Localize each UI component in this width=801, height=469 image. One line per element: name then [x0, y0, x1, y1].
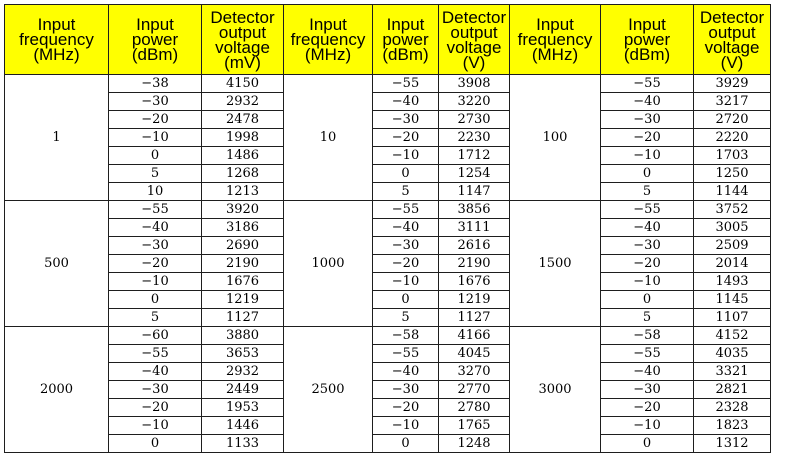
voltage-cell: 3920 [202, 201, 284, 219]
table-row [5, 291, 771, 309]
voltage-cell: 1486 [202, 147, 284, 165]
column-header-line: Input [536, 15, 574, 34]
voltage-cell: 1998 [202, 129, 284, 147]
column-header [510, 5, 601, 75]
voltage-cell: 1446 [202, 417, 284, 435]
power-cell: −40 [373, 363, 439, 381]
power-cell: −30 [373, 381, 439, 399]
power-cell: 5 [373, 309, 439, 327]
column-header-line: (MHz) [304, 45, 352, 64]
voltage-cell: 1254 [439, 165, 510, 183]
table-row [5, 165, 771, 183]
power-cell: 0 [373, 291, 439, 309]
power-cell: −20 [373, 129, 439, 147]
power-cell: −55 [601, 345, 694, 363]
voltage-cell: 3321 [694, 363, 771, 381]
voltage-cell: 4152 [694, 327, 771, 345]
power-cell: −40 [601, 93, 694, 111]
voltage-cell: 3653 [202, 345, 284, 363]
column-header-line: frequency [517, 30, 593, 49]
table-row [5, 183, 771, 201]
voltage-cell: 1268 [202, 165, 284, 183]
table-row [5, 381, 771, 399]
voltage-cell: 2509 [694, 237, 771, 255]
voltage-cell: 1127 [202, 309, 284, 327]
table-row [5, 75, 771, 93]
power-cell: −10 [373, 417, 439, 435]
column-header-line: (MHz) [531, 45, 579, 64]
frequency-cell: 3000 [510, 327, 601, 453]
voltage-cell: 4035 [694, 345, 771, 363]
table-row [5, 147, 771, 165]
column-header-line: frequency [19, 30, 94, 49]
power-cell: −20 [373, 255, 439, 273]
power-cell: −30 [109, 237, 202, 255]
voltage-cell: 1765 [439, 417, 510, 435]
column-header-line: Input [136, 15, 174, 34]
frequency-cell: 500 [5, 201, 109, 327]
column-header-line: (dBm) [131, 45, 179, 64]
voltage-cell: 4150 [202, 75, 284, 93]
voltage-cell: 1248 [439, 435, 510, 453]
power-cell: −10 [373, 147, 439, 165]
power-cell: −10 [109, 273, 202, 291]
voltage-cell: 2190 [202, 255, 284, 273]
column-header-line: (V) [720, 52, 744, 72]
table-row [5, 327, 771, 345]
power-cell: −30 [109, 381, 202, 399]
voltage-cell: 3908 [439, 75, 510, 93]
column-header-line: Detector [441, 7, 507, 27]
power-cell: −40 [109, 219, 202, 237]
column-header-line: power [131, 30, 179, 49]
table-row [5, 363, 771, 381]
power-cell: 0 [373, 435, 439, 453]
column-header [601, 5, 694, 75]
frequency-cell: 10 [284, 75, 373, 201]
power-cell: −30 [373, 237, 439, 255]
voltage-cell: 2220 [694, 129, 771, 147]
frequency-cell: 100 [510, 75, 601, 201]
power-cell: −58 [601, 327, 694, 345]
power-cell: −55 [601, 75, 694, 93]
voltage-cell: 1213 [202, 183, 284, 201]
power-cell: −20 [373, 399, 439, 417]
power-cell: −40 [373, 219, 439, 237]
table-row [5, 111, 771, 129]
voltage-cell: 1493 [694, 273, 771, 291]
voltage-cell: 3270 [439, 363, 510, 381]
table-body [5, 75, 771, 453]
power-cell: −20 [109, 111, 202, 129]
voltage-cell: 2230 [439, 129, 510, 147]
voltage-cell: 2478 [202, 111, 284, 129]
column-header-line: Detector [699, 7, 765, 27]
voltage-cell: 4166 [439, 327, 510, 345]
power-cell: −30 [373, 111, 439, 129]
power-cell: −55 [109, 345, 202, 363]
table-row [5, 345, 771, 363]
column-header [202, 5, 284, 75]
column-header-line: (dBm) [623, 45, 671, 64]
voltage-cell: 2014 [694, 255, 771, 273]
power-cell: 5 [373, 183, 439, 201]
power-cell: −10 [373, 273, 439, 291]
power-cell: 0 [601, 291, 694, 309]
power-cell: −10 [109, 129, 202, 147]
voltage-cell: 2720 [694, 111, 771, 129]
column-header-line: output [708, 22, 756, 42]
power-cell: 5 [601, 309, 694, 327]
voltage-cell: 1147 [439, 183, 510, 201]
voltage-cell: 3217 [694, 93, 771, 111]
column-header [694, 5, 771, 75]
column-header-line: voltage [704, 37, 760, 57]
power-cell: −38 [109, 75, 202, 93]
table-row [5, 273, 771, 291]
column-header-line: (mV) [224, 52, 261, 72]
power-cell: −40 [109, 363, 202, 381]
voltage-cell: 3752 [694, 201, 771, 219]
table-row [5, 219, 771, 237]
power-cell: −55 [109, 201, 202, 219]
power-cell: 0 [109, 291, 202, 309]
power-cell: −20 [109, 255, 202, 273]
power-cell: −55 [601, 201, 694, 219]
power-cell: 0 [373, 165, 439, 183]
voltage-cell: 1127 [439, 309, 510, 327]
power-cell: −55 [373, 201, 439, 219]
table-row [5, 237, 771, 255]
voltage-cell: 2449 [202, 381, 284, 399]
power-cell: −30 [601, 111, 694, 129]
voltage-cell: 1133 [202, 435, 284, 453]
frequency-cell: 1000 [284, 201, 373, 327]
voltage-cell: 1107 [694, 309, 771, 327]
voltage-cell: 3929 [694, 75, 771, 93]
voltage-cell: 1953 [202, 399, 284, 417]
power-cell: −10 [601, 417, 694, 435]
voltage-cell: 2770 [439, 381, 510, 399]
table-row [5, 255, 771, 273]
voltage-cell: 1219 [439, 291, 510, 309]
column-header-line: power [623, 30, 671, 49]
table-row [5, 435, 771, 453]
power-cell: 0 [601, 165, 694, 183]
column-header [439, 5, 510, 75]
power-cell: 0 [109, 435, 202, 453]
table-row [5, 129, 771, 147]
voltage-cell: 1312 [694, 435, 771, 453]
column-header-line: frequency [290, 30, 366, 49]
power-cell: 10 [109, 183, 202, 201]
voltage-cell: 2730 [439, 111, 510, 129]
power-cell: 0 [601, 435, 694, 453]
frequency-cell: 1 [5, 75, 109, 201]
voltage-cell: 1144 [694, 183, 771, 201]
column-header-line: Input [309, 15, 347, 34]
power-cell: −60 [109, 327, 202, 345]
column-header-line: Input [386, 15, 425, 34]
table-row [5, 93, 771, 111]
voltage-cell: 2932 [202, 93, 284, 111]
column-header-line: (dBm) [382, 45, 429, 64]
table-row [5, 399, 771, 417]
column-header-line: (V) [462, 52, 486, 72]
column-header-line: output [450, 22, 498, 42]
power-cell: 5 [109, 309, 202, 327]
power-cell: −20 [109, 399, 202, 417]
voltage-cell: 1676 [439, 273, 510, 291]
power-cell: −10 [601, 273, 694, 291]
power-cell: −30 [109, 93, 202, 111]
power-cell: 5 [109, 165, 202, 183]
column-header-line: Detector [210, 7, 275, 27]
power-cell: −20 [601, 255, 694, 273]
column-header-line: Input [37, 15, 76, 34]
table-row [5, 201, 771, 219]
power-cell: −40 [601, 363, 694, 381]
power-cell: −55 [373, 345, 439, 363]
voltage-cell: 3856 [439, 201, 510, 219]
voltage-cell: 1676 [202, 273, 284, 291]
voltage-cell: 2328 [694, 399, 771, 417]
power-cell: −30 [601, 237, 694, 255]
power-cell: −10 [109, 417, 202, 435]
table-row [5, 309, 771, 327]
voltage-cell: 2190 [439, 255, 510, 273]
voltage-cell: 1219 [202, 291, 284, 309]
column-header [284, 5, 373, 75]
column-header-line: power [382, 30, 429, 49]
frequency-cell: 2000 [5, 327, 109, 453]
column-header [373, 5, 439, 75]
voltage-cell: 2932 [202, 363, 284, 381]
frequency-cell: 2500 [284, 327, 373, 453]
voltage-cell: 3186 [202, 219, 284, 237]
column-header [5, 5, 109, 75]
power-cell: −55 [373, 75, 439, 93]
voltage-cell: 1145 [694, 291, 771, 309]
power-cell: −30 [601, 381, 694, 399]
power-cell: −20 [601, 399, 694, 417]
column-header [109, 5, 202, 75]
power-cell: 5 [601, 183, 694, 201]
power-cell: −10 [601, 147, 694, 165]
voltage-cell: 1703 [694, 147, 771, 165]
voltage-cell: 3005 [694, 219, 771, 237]
voltage-cell: 4045 [439, 345, 510, 363]
voltage-cell: 2690 [202, 237, 284, 255]
voltage-cell: 2821 [694, 381, 771, 399]
column-header-line: voltage [215, 37, 270, 57]
voltage-cell: 3111 [439, 219, 510, 237]
power-cell: −40 [373, 93, 439, 111]
voltage-cell: 1250 [694, 165, 771, 183]
header-row [5, 5, 771, 75]
power-cell: −58 [373, 327, 439, 345]
voltage-cell: 2780 [439, 399, 510, 417]
frequency-cell: 1500 [510, 201, 601, 327]
power-cell: −40 [601, 219, 694, 237]
power-cell: 0 [109, 147, 202, 165]
column-header-line: (MHz) [33, 45, 80, 64]
voltage-cell: 1823 [694, 417, 771, 435]
column-header-line: voltage [446, 37, 502, 57]
column-header-line: output [218, 22, 267, 42]
voltage-cell: 1712 [439, 147, 510, 165]
voltage-cell: 3220 [439, 93, 510, 111]
voltage-cell: 3880 [202, 327, 284, 345]
column-header-line: Input [628, 15, 666, 34]
detector-data-table [4, 4, 771, 453]
power-cell: −20 [601, 129, 694, 147]
table-row [5, 417, 771, 435]
voltage-cell: 2616 [439, 237, 510, 255]
